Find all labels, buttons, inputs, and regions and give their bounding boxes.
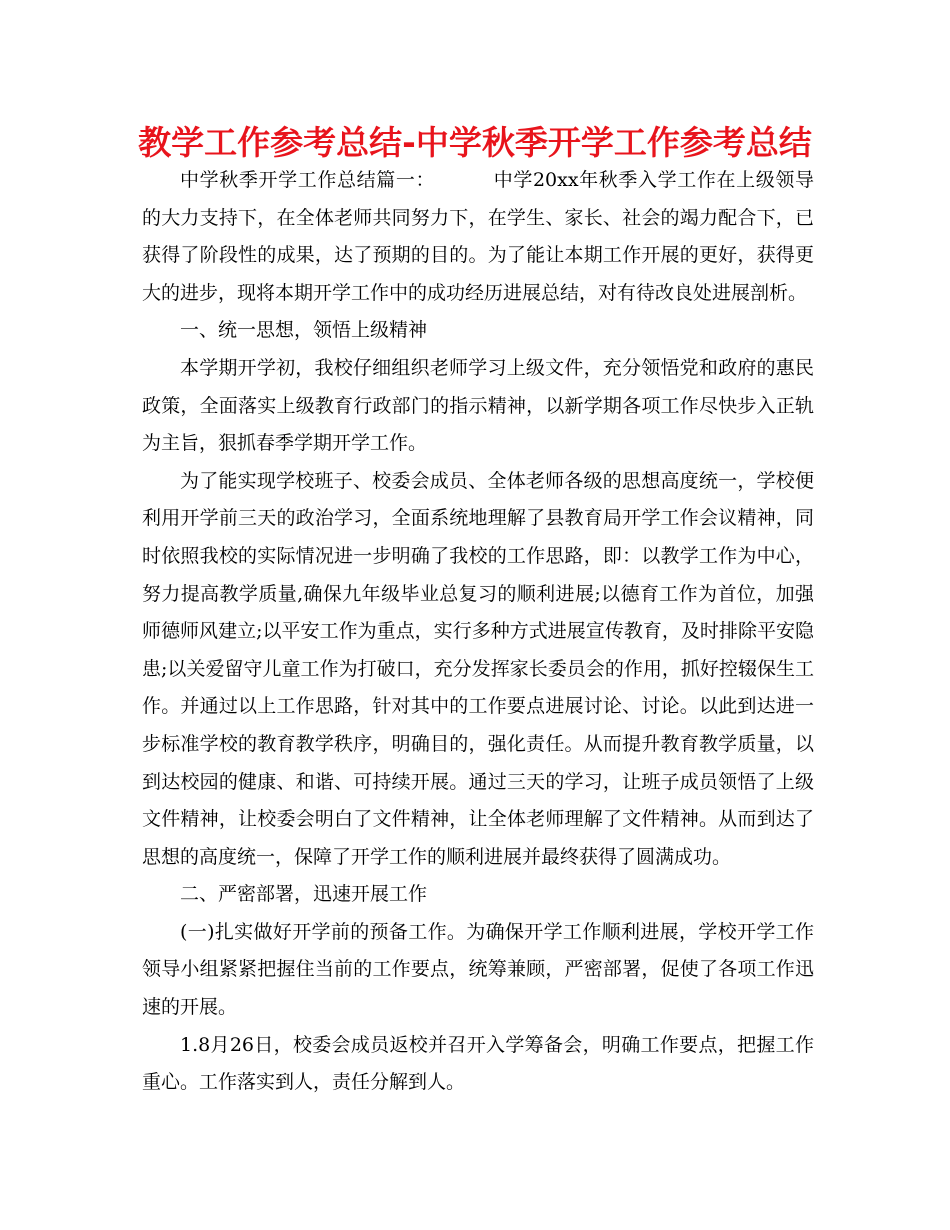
intro-paragraph [142,162,814,312]
intro-rest: 中学20xx年秋季入学工作在上级领导的大力支持下，在全体老师共同努力下，在学生、家长、社会的竭力配合下，已获得了阶段性的成果，达了预期的目的。为了能让本期工作开展的更好，获得更大的进步，现将本期开学工作中的成功经历进展总结，对有待改良处进展剖析。 [142,169,814,304]
paragraph-preparation: (一)扎实做好开学前的预备工作。为确保开学工作顺利进展，学校开学工作领导小组紧紧把握住当前的工作要点，统筹兼顾，严密部署，促使了各项工作迅速的开展。 [142,920,814,1019]
paragraph-unity: 为了能实现学校班子、校委会成员、全体老师各级的思想高度统一，学校便利用开学前三天的政治学习，全面系统地理解了县教育局开学工作会议精神，同时依照我校的实际情况进一步明确了我校的工作思路，即：以教学工作为中心，努力提高教学质量,确保九年级毕业总复习的顺利进展;以德育工作为首位，加强师德师风建立;以平安工作为重点，实行多种方式进展宣传教育，及时排除平安隐患;以关爱留守儿童工作为打破口，充分发挥家长委员会的作用，抓好控辍保生工作。并通过以上工作思路，针对其中的工作要点进展讨论、讨论。以此到达进一步标准学校的教育教学秩序，明确目的，强化责任。从而提升教育教学质量，以到达校园的健康、和谐、可持续开展。通过三天的学习，让班子成员领悟了上级文件精神，让校委会明白了文件精神，让全体老师理解了文件精神。从而到达了思想的高度统一，保障了开学工作的顺利进展并最终获得了圆满成功。 [142,469,814,868]
paragraph-policy: 本学期开学初，我校仔细组织老师学习上级文件，充分领悟党和政府的惠民政策，全面落实上级教育行政部门的指示精神，以新学期各项工作尽快步入正轨为主旨，狠抓春季学期开学工作。 [142,356,814,455]
paragraph-item-1: 1.8月26日，校委会成员返校并召开入学筹备会，明确工作要点，把握工作重心。工作落实到人，责任分解到人。 [142,1033,814,1094]
section-heading-2: 二、严密部署，迅速开展工作 [180,883,428,906]
section-heading-1: 一、统一思想，领悟上级精神 [180,319,428,342]
intro-lead: 中学秋季开学工作总结篇一： [180,169,436,191]
document-title: 教学工作参考总结-中学秋季开学工作参考总结 [138,123,812,162]
document-body [142,162,814,1102]
